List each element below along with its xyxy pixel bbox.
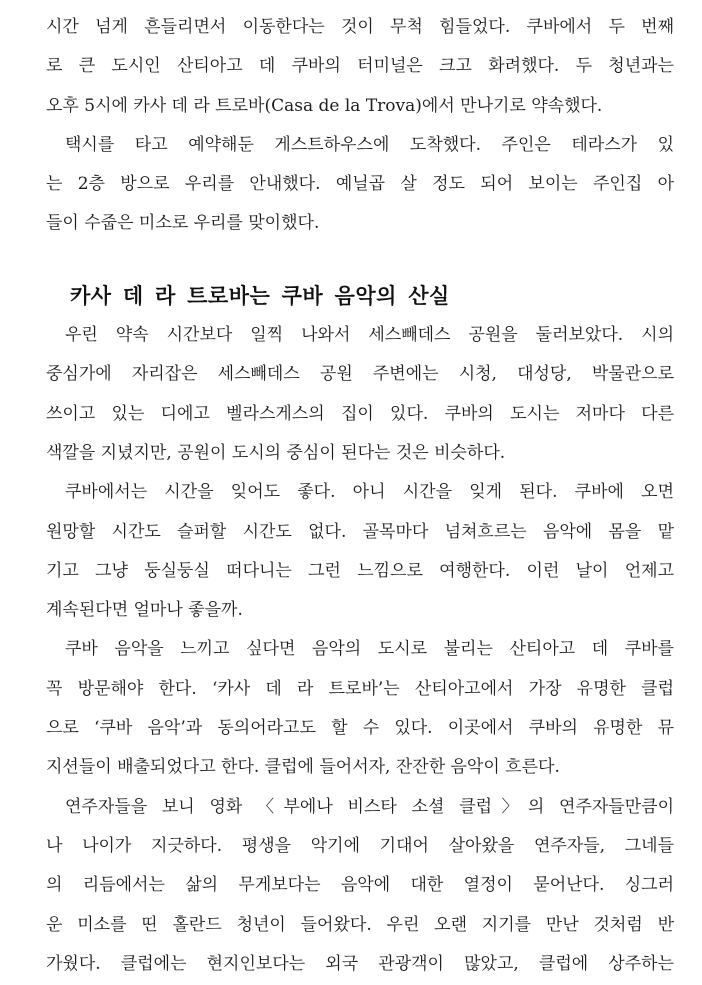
paragraph	[46, 126, 674, 244]
text-line: 쿠바에서는 시간을 잊어도 좋다. 아니 시간을 잊게 된다. 쿠바에 오면	[65, 482, 674, 503]
text-line: 택시를 타고 예약해둔 게스트하우스에 도착했다. 주인은 테라스가 있	[65, 134, 674, 155]
paragraph	[46, 788, 674, 984]
text-line: 으로 ‘쿠바 음악’과 동의어라고도 할 수 있다. 이곳에서 쿠바의 유명한 뮤	[46, 718, 674, 739]
text-line: 원망할 시간도 슬퍼할 시간도 없다. 골목마다 넘쳐흐르는 음악에 몸을 맡	[46, 521, 674, 542]
text-line: 꼭 방문해야 한다. ‘카사 데 라 트로바’는 산티아고에서 가장 유명한 클럽	[46, 678, 674, 699]
paragraph	[46, 8, 674, 126]
text-line: 계속된다면 얼마나 좋을까.	[46, 600, 243, 621]
text-line: 중심가에 자리잡은 세스빼데스 공원 주변에는 시청, 대성당, 박물관으로	[46, 364, 674, 385]
text-line: 운 미소를 띤 홀란드 청년이 들어왔다. 우린 오랜 지기를 만난 것처럼 반	[46, 914, 674, 935]
text-line: 오후 5시에 카사 데 라 트로바(Casa de la Trova)에서 만나기로 약속했다.	[46, 95, 603, 116]
text-line: 연주자들을 보니 영화 〈부에나 비스타 소셜 클럽〉의 연주자들만큼이	[65, 796, 674, 817]
text-line: 는 2층 방으로 우리를 안내했다. 예닐곱 살 정도 되어 보이는 주인집 아	[46, 174, 674, 195]
text-line: 쿠바 음악을 느끼고 싶다면 음악의 도시로 불리는 산티아고 데 쿠바를	[65, 639, 674, 660]
paragraph	[46, 473, 674, 630]
text-line: 들이 수줍은 미소로 우리를 맞이했다.	[46, 213, 320, 234]
text-line: 색깔을 지녔지만, 공원이 도시의 중심이 된다는 것은 비슷하다.	[46, 442, 506, 463]
paragraph	[46, 316, 674, 473]
text-line: 쓰이고 있는 디에고 벨라스게스의 집이 있다. 쿠바의 도시는 저마다 다른	[46, 403, 674, 424]
text-line: 의 리듬에서는 삶의 무게보다는 음악에 대한 열정이 묻어난다. 싱그러	[46, 875, 674, 896]
text-line: 가웠다. 클럽에는 현지인보다는 외국 관광객이 많았고, 클럽에 상주하는	[46, 953, 674, 974]
text-line: 시간 넘게 흔들리면서 이동한다는 것이 무척 힘들었다. 쿠바에서 두 번째	[46, 17, 674, 37]
text-line: 로 큰 도시인 산티아고 데 쿠바의 터미널은 크고 화려했다. 두 청년과는	[46, 56, 674, 77]
section-heading: 카사 데 라 트로바는 쿠바 음악의 산실	[70, 284, 450, 308]
paragraph	[46, 630, 674, 787]
text-line: 기고 그냥 둥실둥실 떠다니는 그런 느낌으로 여행한다. 이런 날이 언제고	[46, 560, 674, 581]
text-line: 나 나이가 지긋하다. 평생을 악기에 기대어 살아왔을 연주자들, 그네들	[46, 835, 674, 856]
text-line: 지션들이 배출되었다고 한다. 클럽에 들어서자, 잔잔한 음악이 흐른다.	[46, 757, 560, 778]
text-line: 우린 약속 시간보다 일찍 나와서 세스빼데스 공원을 둘러보았다. 시의	[65, 325, 674, 346]
